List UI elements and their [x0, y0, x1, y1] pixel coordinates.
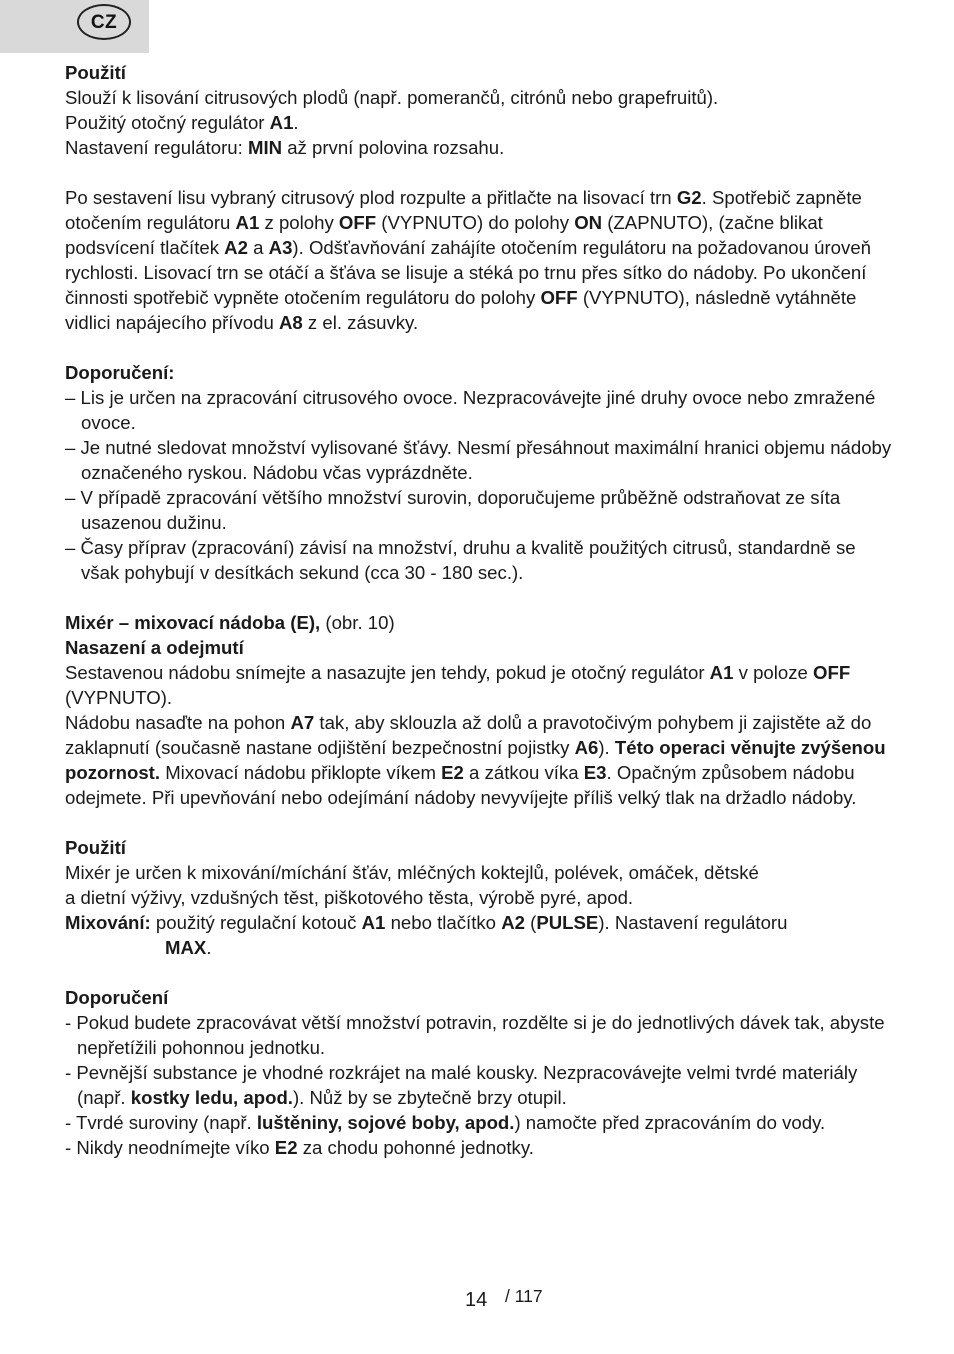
- language-tab: [0, 0, 149, 53]
- list-item: – Časy příprav (zpracování) závisí na množství, druhu a kvalitě použitých citrusů, standardně se však pohybují v desítkách sekund (cca 30 - 180 sec.).: [65, 537, 856, 583]
- text-line-mixing: Mixování: použitý regulační kotouč A1 nebo tlačítko A2 (PULSE). Nastavení regulátoru: [65, 912, 788, 933]
- text-line: a dietní výživy, vzdušných těst, piškotového těsta, výrobě pyré, apod.: [65, 887, 634, 908]
- heading-use-citrus: Použití: [65, 62, 126, 83]
- heading-recommendation-2: Doporučení: [65, 987, 169, 1008]
- paragraph-attach: Nádobu nasaďte na pohon A7 tak, aby sklouzla až dolů a pravotočivým pohybem ji zajistěte až do zaklapnutí (současně nastane odjištění bezpečnostní pojistky A6). Této operaci věnujte zvýšenou pozornost. Mixovací nádobu přiklopte víkem E2 a zátkou víka E3. Opačným způsobem nádobu odejmete. Při upevňování nebo odejímání nádoby nevyvíjejte příliš velký tlak na držadlo nádoby.: [65, 712, 886, 808]
- list-item: - Nikdy neodnímejte víko E2 za chodu pohonné jednotky.: [65, 1137, 534, 1158]
- heading-mount-remove: Nasazení a odejmutí: [65, 637, 244, 658]
- paragraph-mount: Sestavenou nádobu snímejte a nasazujte jen tehdy, pokud je otočný regulátor A1 v poloze OFF (VYPNUTO).: [65, 662, 851, 708]
- text-line-mixing-cont: MAX.: [165, 937, 212, 958]
- list-item: - Pevnější substance je vhodné rozkrájet na malé kousky. Nezpracovávejte velmi tvrdé materiály (např. kostky ledu, apod.). Nůž by se zbytečně brzy otupil.: [65, 1062, 858, 1108]
- page-footer: [0, 1284, 954, 1314]
- heading-mixer: Mixér – mixovací nádoba (E), (obr. 10): [65, 612, 395, 633]
- list-item: – Je nutné sledovat množství vylisované šťávy. Nesmí přesáhnout maximální hranici objemu nádoby označeného ryskou. Nádobu včas vyprázdněte.: [65, 437, 892, 483]
- page-total: / 117: [505, 1286, 543, 1306]
- language-badge: CZ: [77, 4, 131, 40]
- list-item: – Lis je určen na zpracování citrusového ovoce. Nezpracovávejte jiné druhy ovoce nebo zmražené ovoce.: [65, 387, 876, 433]
- list-item: – V případě zpracování většího množství surovin, doporučujeme průběžně odstraňovat ze síta usazenou dužinu.: [65, 487, 841, 533]
- text-line: Nastavení regulátoru: MIN až první polovina rozsahu.: [65, 137, 505, 158]
- heading-use-mixer: Použití: [65, 837, 126, 858]
- paragraph-assembly: Po sestavení lisu vybraný citrusový plod rozpulte a přitlačte na lisovací trn G2. Spotřebič zapněte otočením regulátoru A1 z polohy OFF (VYPNUTO) do polohy ON (ZAPNUTO), (začne blikat podsvícení tlačítek A2 a A3). Odšťavňování zahájíte otočením regulátoru na požadovanou úroveň rychlosti. Lisovací trn se otáčí a šťáva se lisuje a stéká po trnu přes sítko do nádoby. Po ukončení činnosti spotřebič vypněte otočením regulátoru do polohy OFF (VYPNUTO), následně vytáhněte vidlici napájecího přívodu A8 z el. zásuvky.: [65, 187, 872, 333]
- list-item: - Pokud budete zpracovávat větší množství potravin, rozdělte si je do jednotlivých dávek tak, abyste nepřetížili pohonnou jednotku.: [65, 1012, 885, 1058]
- text-line: Mixér je určen k mixování/míchání šťáv, mléčných koktejlů, polévek, omáček, dětské: [65, 862, 759, 883]
- page-content: [65, 60, 895, 1160]
- page-number: 14: [465, 1289, 488, 1311]
- text-line: Použitý otočný regulátor A1.: [65, 112, 299, 133]
- heading-recommendation: Doporučení:: [65, 362, 175, 383]
- list-item: - Tvrdé suroviny (např. luštěniny, sojové boby, apod.) namočte před zpracováním do vody.: [65, 1112, 826, 1133]
- text-line: Slouží k lisování citrusových plodů (např. pomerančů, citrónů nebo grapefruitů).: [65, 87, 719, 108]
